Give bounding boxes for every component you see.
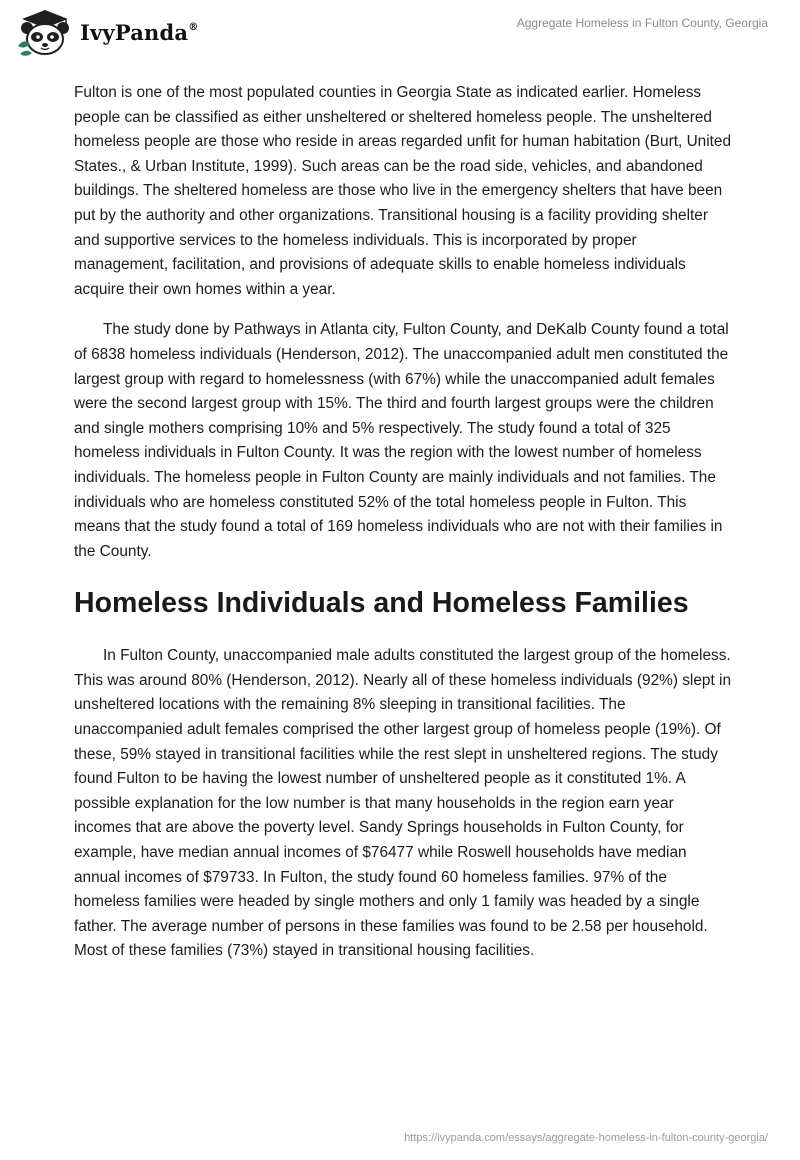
document-title: Aggregate Homeless in Fulton County, Georgia bbox=[516, 16, 768, 30]
paragraph-intro: Fulton is one of the most populated counties in Georgia State as indicated earlier. Homeless people can be classified as either unsheltered or sheltered homeless people. The unsheltered homeless people are those who reside in areas regarded unfit for human habitation (Burt, United States., & Urban Institute, 1999). Such areas can be the road side, vehicles, and abandoned buildings. The sheltered homeless are those who live in the emergency shelters that have been put by the authority and other organizations. Transitional housing is a facility providing shelter and supportive services to the homeless individuals. This is incorporated by proper management, facilitation, and provisions of adequate skills to enable homeless individuals acquire their own homes within a year. bbox=[74, 84, 732, 298]
brand-text: IvyPanda bbox=[80, 20, 189, 45]
paragraph-study: The study done by Pathways in Atlanta city, Fulton County, and DeKalb County found a total of 6838 homeless individuals (Henderson, 2012). The unaccompanied adult men constituted the largest group with regard to homelessness (with 67%) while the unaccompanied adult females were the second largest group with 15%. The third and fourth largest groups were the children and single mothers comprising 10% and 5% respectively. The study found a total of 325 homeless individuals in Fulton County. It was the region with the lowest number of homeless individuals. The homeless people in Fulton County are mainly individuals and not families. The individuals who are homeless constituted 52% of the total homeless people in Fulton. This means that the study found a total of 169 homeless individuals who are not with their families in the County. bbox=[74, 321, 729, 560]
paragraph-section: In Fulton County, unaccompanied male adults constituted the largest group of the homeless. This was around 80% (Henderson, 2012). Nearly all of these homeless individuals (92%) slept in unsheltered locations with the remaining 8% sleeping in transitional facilities. The unaccompanied adult females comprised the other largest group of homeless people (19%). Of these, 59% stayed in transitional facilities while the rest slept in unsheltered regions. The study found Fulton to be having the lowest number of unsheltered people as it constituted 1%. A possible explanation for the low number is that many households in the region earn year incomes that are above the poverty level. Sandy Springs households in Fulton County, for example, have median annual incomes of $76477 while Roswell households have median annual incomes of $79733. In Fulton, the study found 60 homeless families. 97% of the homeless families were headed by single mothers and only 1 family was headed by a single father. The average number of persons in these families was found to be 2.58 per household. Most of these families (73%) stayed in transitional housing facilities. bbox=[74, 647, 732, 960]
essay-content bbox=[74, 81, 734, 964]
section-heading: Homeless Individuals and Homeless Families bbox=[74, 587, 689, 620]
panda-logo-icon[interactable] bbox=[14, 8, 76, 58]
footer-url[interactable]: https://ivypanda.com/essays/aggregate-homeless-in-fulton-county-georgia/ bbox=[404, 1132, 768, 1144]
registered-mark: ® bbox=[188, 22, 199, 33]
brand-name[interactable] bbox=[80, 20, 198, 45]
page-header bbox=[0, 0, 800, 70]
